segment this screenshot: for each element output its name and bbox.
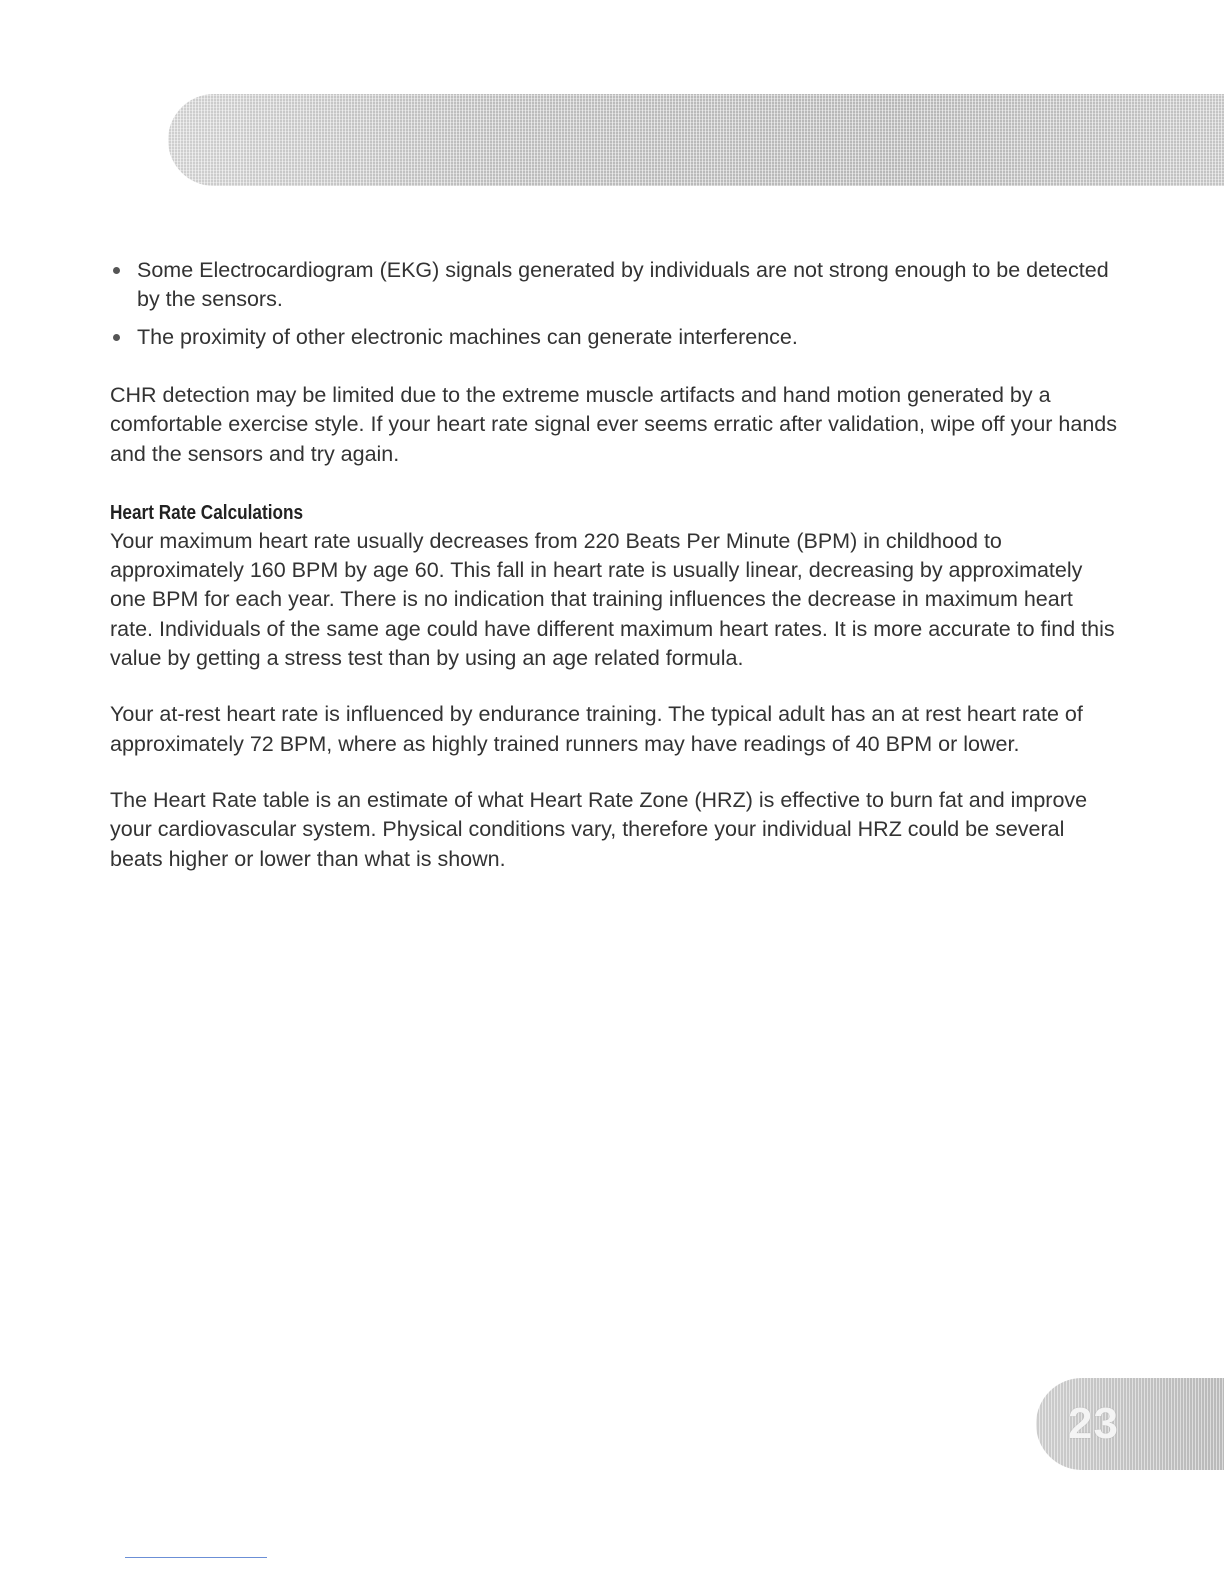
footer-rule: [125, 1557, 267, 1558]
bullet-icon: [113, 334, 120, 341]
bullet-item: [110, 323, 1120, 352]
bullet-text: Some Electrocardiogram (EKG) signals generated by individuals are not strong enough to be detected by the sensors.: [137, 258, 1109, 311]
max-heart-rate-paragraph: Your maximum heart rate usually decreases from 220 Beats Per Minute (BPM) in childhood to approximately 160 BPM by age 60. This fall in heart rate is usually linear, decreasing by approximately one BPM for each year. There is no indication that training influences the decrease in maximum heart rate. Individuals of the same age could have different maximum heart rates. It is more accurate to find this value by getting a stress test than by using an age related formula.: [110, 528, 1115, 671]
chr-paragraph: CHR detection may be limited due to the extreme muscle artifacts and hand motion generated by a comfortable exercise style. If your heart rate signal ever seems erratic after validation, wipe off your hands and the sensors and try again.: [110, 383, 1117, 466]
bullet-list: [110, 256, 1120, 352]
bullet-text: The proximity of other electronic machines can generate interference.: [137, 325, 798, 349]
header-band: [168, 94, 1224, 186]
page-number: 23: [1068, 1399, 1119, 1448]
section-heading: Heart Rate Calculations: [110, 501, 304, 524]
bullet-icon: [113, 267, 120, 274]
bullet-item: [110, 256, 1120, 314]
rest-heart-rate-paragraph: Your at-rest heart rate is influenced by endurance training. The typical adult has an at rest heart rate of approximately 72 BPM, where as highly trained runners may have readings of 40 BPM or lower.: [110, 702, 1083, 756]
heart-rate-table-paragraph: The Heart Rate table is an estimate of what Heart Rate Zone (HRZ) is effective to burn fat and improve your cardiovascular system. Physical conditions vary, therefore your individual HRZ could be several beats higher or lower than what is shown.: [110, 787, 1088, 871]
page-content: [110, 256, 1120, 874]
page-number-tab: [1036, 1378, 1224, 1470]
